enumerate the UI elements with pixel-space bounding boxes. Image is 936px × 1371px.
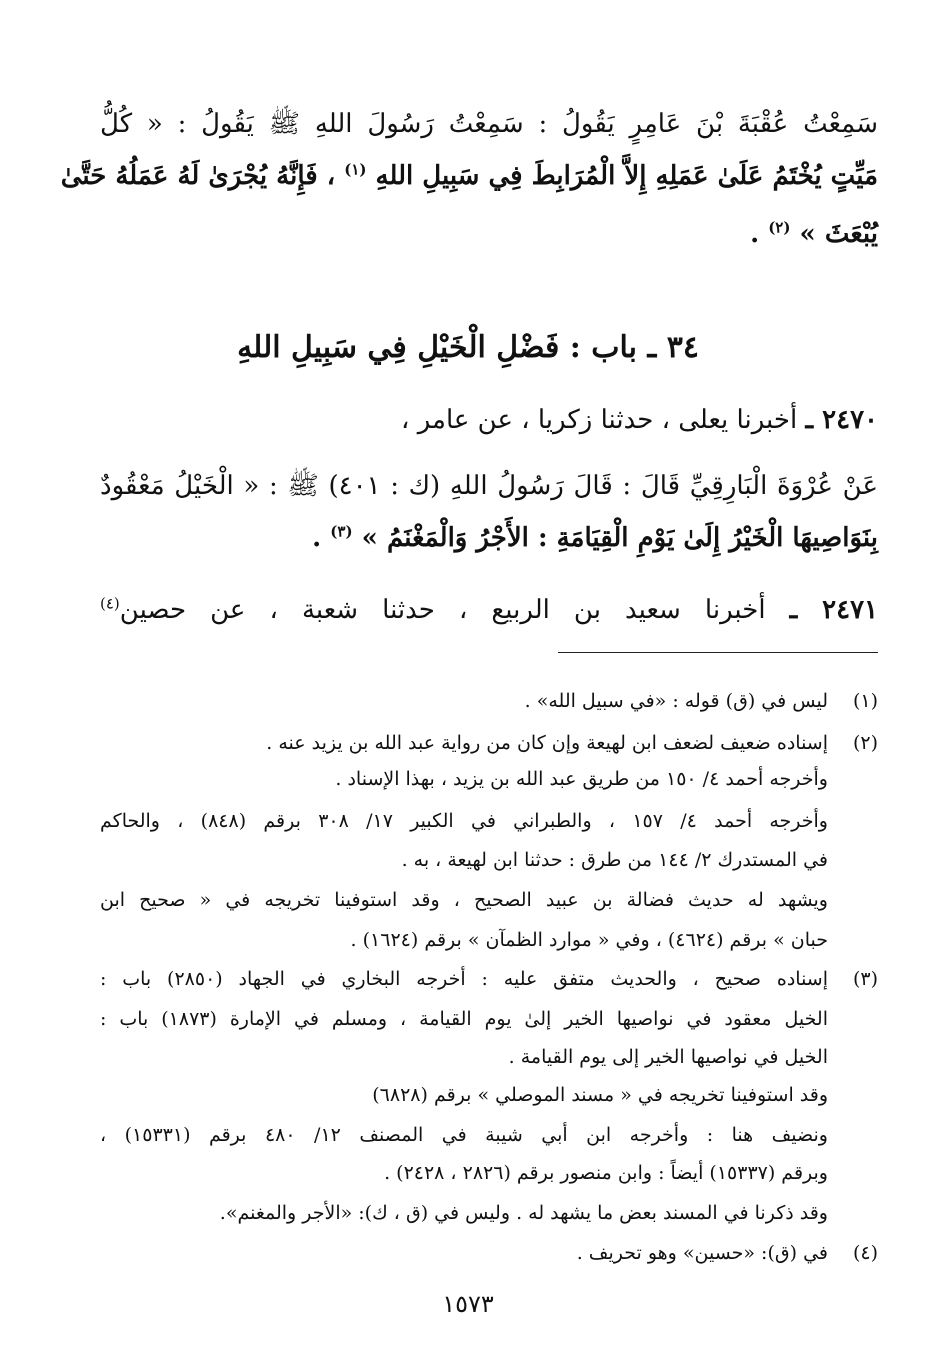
footnote-line: ليس في (ق) قوله : «في سبيل الله» . (524, 690, 828, 712)
isnad-text: أخبرنا يعلى ، حدثنا زكريا ، عن عامر ، (401, 405, 798, 435)
text-line (100, 466, 878, 506)
footnote-line: في المستدرك ٢/ ١٤٤ من طرق : حدثنا ابن لهيعة ، به . (401, 849, 828, 871)
footnote-line: وقد استوفينا تخريجه في « مسند الموصلي » برقم (٦٨٢٨) (372, 1084, 828, 1106)
footnote-line: وبرقم (١٥٣٣٧) أيضاً : وابن منصور برقم (٢٨٢٦ ، ٢٤٢٨) . (384, 1162, 828, 1184)
isnad-line (100, 590, 878, 630)
footnote-ref: (٢) (768, 218, 791, 237)
isnad-text: أخبرنا سعيد بن الربيع ، حدثنا شعبة ، عن حصين (119, 595, 766, 625)
footnote-line: وأخرجه أحمد ٤/ ١٥٠ من طريق عبد الله بن يزيد ، بهذا الإسناد . (335, 768, 828, 790)
text-line (60, 156, 878, 196)
footnote-line: حبان » برقم (٤٦٢٤) ، وفي « موارد الظمآن » برقم (١٦٢٤) . (350, 929, 828, 951)
hadith-number: ٢٤٧١ ـ (789, 595, 878, 625)
page-number: ١٥٧٣ (442, 1290, 494, 1318)
footnote-line: وقد ذكرنا في المسند بعض ما يشهد له . وليس في (ق ، ك): «الأجر والمغنم». (219, 1202, 828, 1224)
text-line (312, 518, 878, 558)
text-line (100, 104, 878, 144)
footnote-line: إسناده ضعيف لضعف ابن لهيعة وإن كان من رواية عبد الله بن يزيد عنه . (266, 732, 828, 754)
footnote-line: وأخرجه أحمد ٤/ ١٥٧ ، والطبراني في الكبير ١٧/ ٣٠٨ برقم (٨٤٨) ، والحاكم (100, 810, 828, 832)
footnote-line: إسناده صحيح ، والحديث متفق عليه : أخرجه البخاري في الجهاد (٢٨٥٠) باب : (100, 968, 828, 990)
footnote-line: ونضيف هنا : وأخرجه ابن أبي شيبة في المصنف ١٢/ ٤٨٠ برقم (١٥٣٣١) ، (100, 1124, 828, 1146)
footnote-marker: (٤) (852, 1242, 878, 1264)
chapter-heading: ٣٤ ـ باب : فَضْلِ الْخَيْلِ فِي سَبِيلِ اللهِ (237, 330, 699, 365)
footnote-separator (558, 652, 878, 653)
footnote-line: الخيل معقود في نواصيها الخير إلىٰ يوم القيامة ، ومسلم في الإمارة (١٨٧٣) باب : (100, 1008, 828, 1030)
hadith-text: يُبْعَثَ » (799, 219, 878, 249)
footnote-line: في (ق): «حسين» وهو تحريف . (576, 1242, 828, 1264)
footnote-ref: (٤) (100, 594, 120, 613)
footnote-ref: (١) (344, 160, 367, 179)
hadith-text: . (750, 219, 760, 249)
isnad-line (300, 400, 878, 440)
hadith-text: ، فَإِنَّهُ يُجْرَىٰ لَهُ عَمَلُهُ حَتَّىٰ (60, 161, 336, 191)
text-line (100, 214, 878, 254)
hadith-text: . (312, 523, 322, 553)
hadith-text: عَنْ عُرْوَةَ الْبَارِقِيِّ قَالَ : قَالَ رَسُولُ اللهِ (ك : ٤٠١) ﷺ : « الْخَيْلُ مَعْقُودٌ (100, 471, 878, 501)
footnote-ref: (٣) (330, 522, 353, 541)
hadith-number: ٢٤٧٠ ـ (805, 405, 878, 435)
hadith-text: سَمِعْتُ عُقْبَةَ بْنَ عَامِرٍ يَقُولُ : سَمِعْتُ رَسُولَ اللهِ ﷺ يَقُولُ : « كُلُّ (100, 109, 878, 139)
footnote-marker: (١) (852, 690, 878, 712)
hadith-text: بِنَوَاصِيهَا الْخَيْرُ إِلَىٰ يَوْمِ الْقِيَامَةِ : الأَجْرُ وَالْمَغْنَمُ » (361, 523, 878, 553)
hadith-text: مَيِّتٍ يُخْتَمُ عَلَىٰ عَمَلِهِ إِلاَّ الْمُرَابِطَ فِي سَبِيلِ اللهِ (375, 161, 878, 191)
footnote-line: الخيل في نواصيها الخير إلى يوم القيامة . (508, 1046, 828, 1068)
footnote-marker: (٢) (852, 732, 878, 754)
footnote-marker: (٣) (852, 968, 878, 990)
footnote-line: ويشهد له حديث فضالة بن عبيد الصحيح ، وقد استوفينا تخريجه في « صحيح ابن (100, 889, 828, 911)
